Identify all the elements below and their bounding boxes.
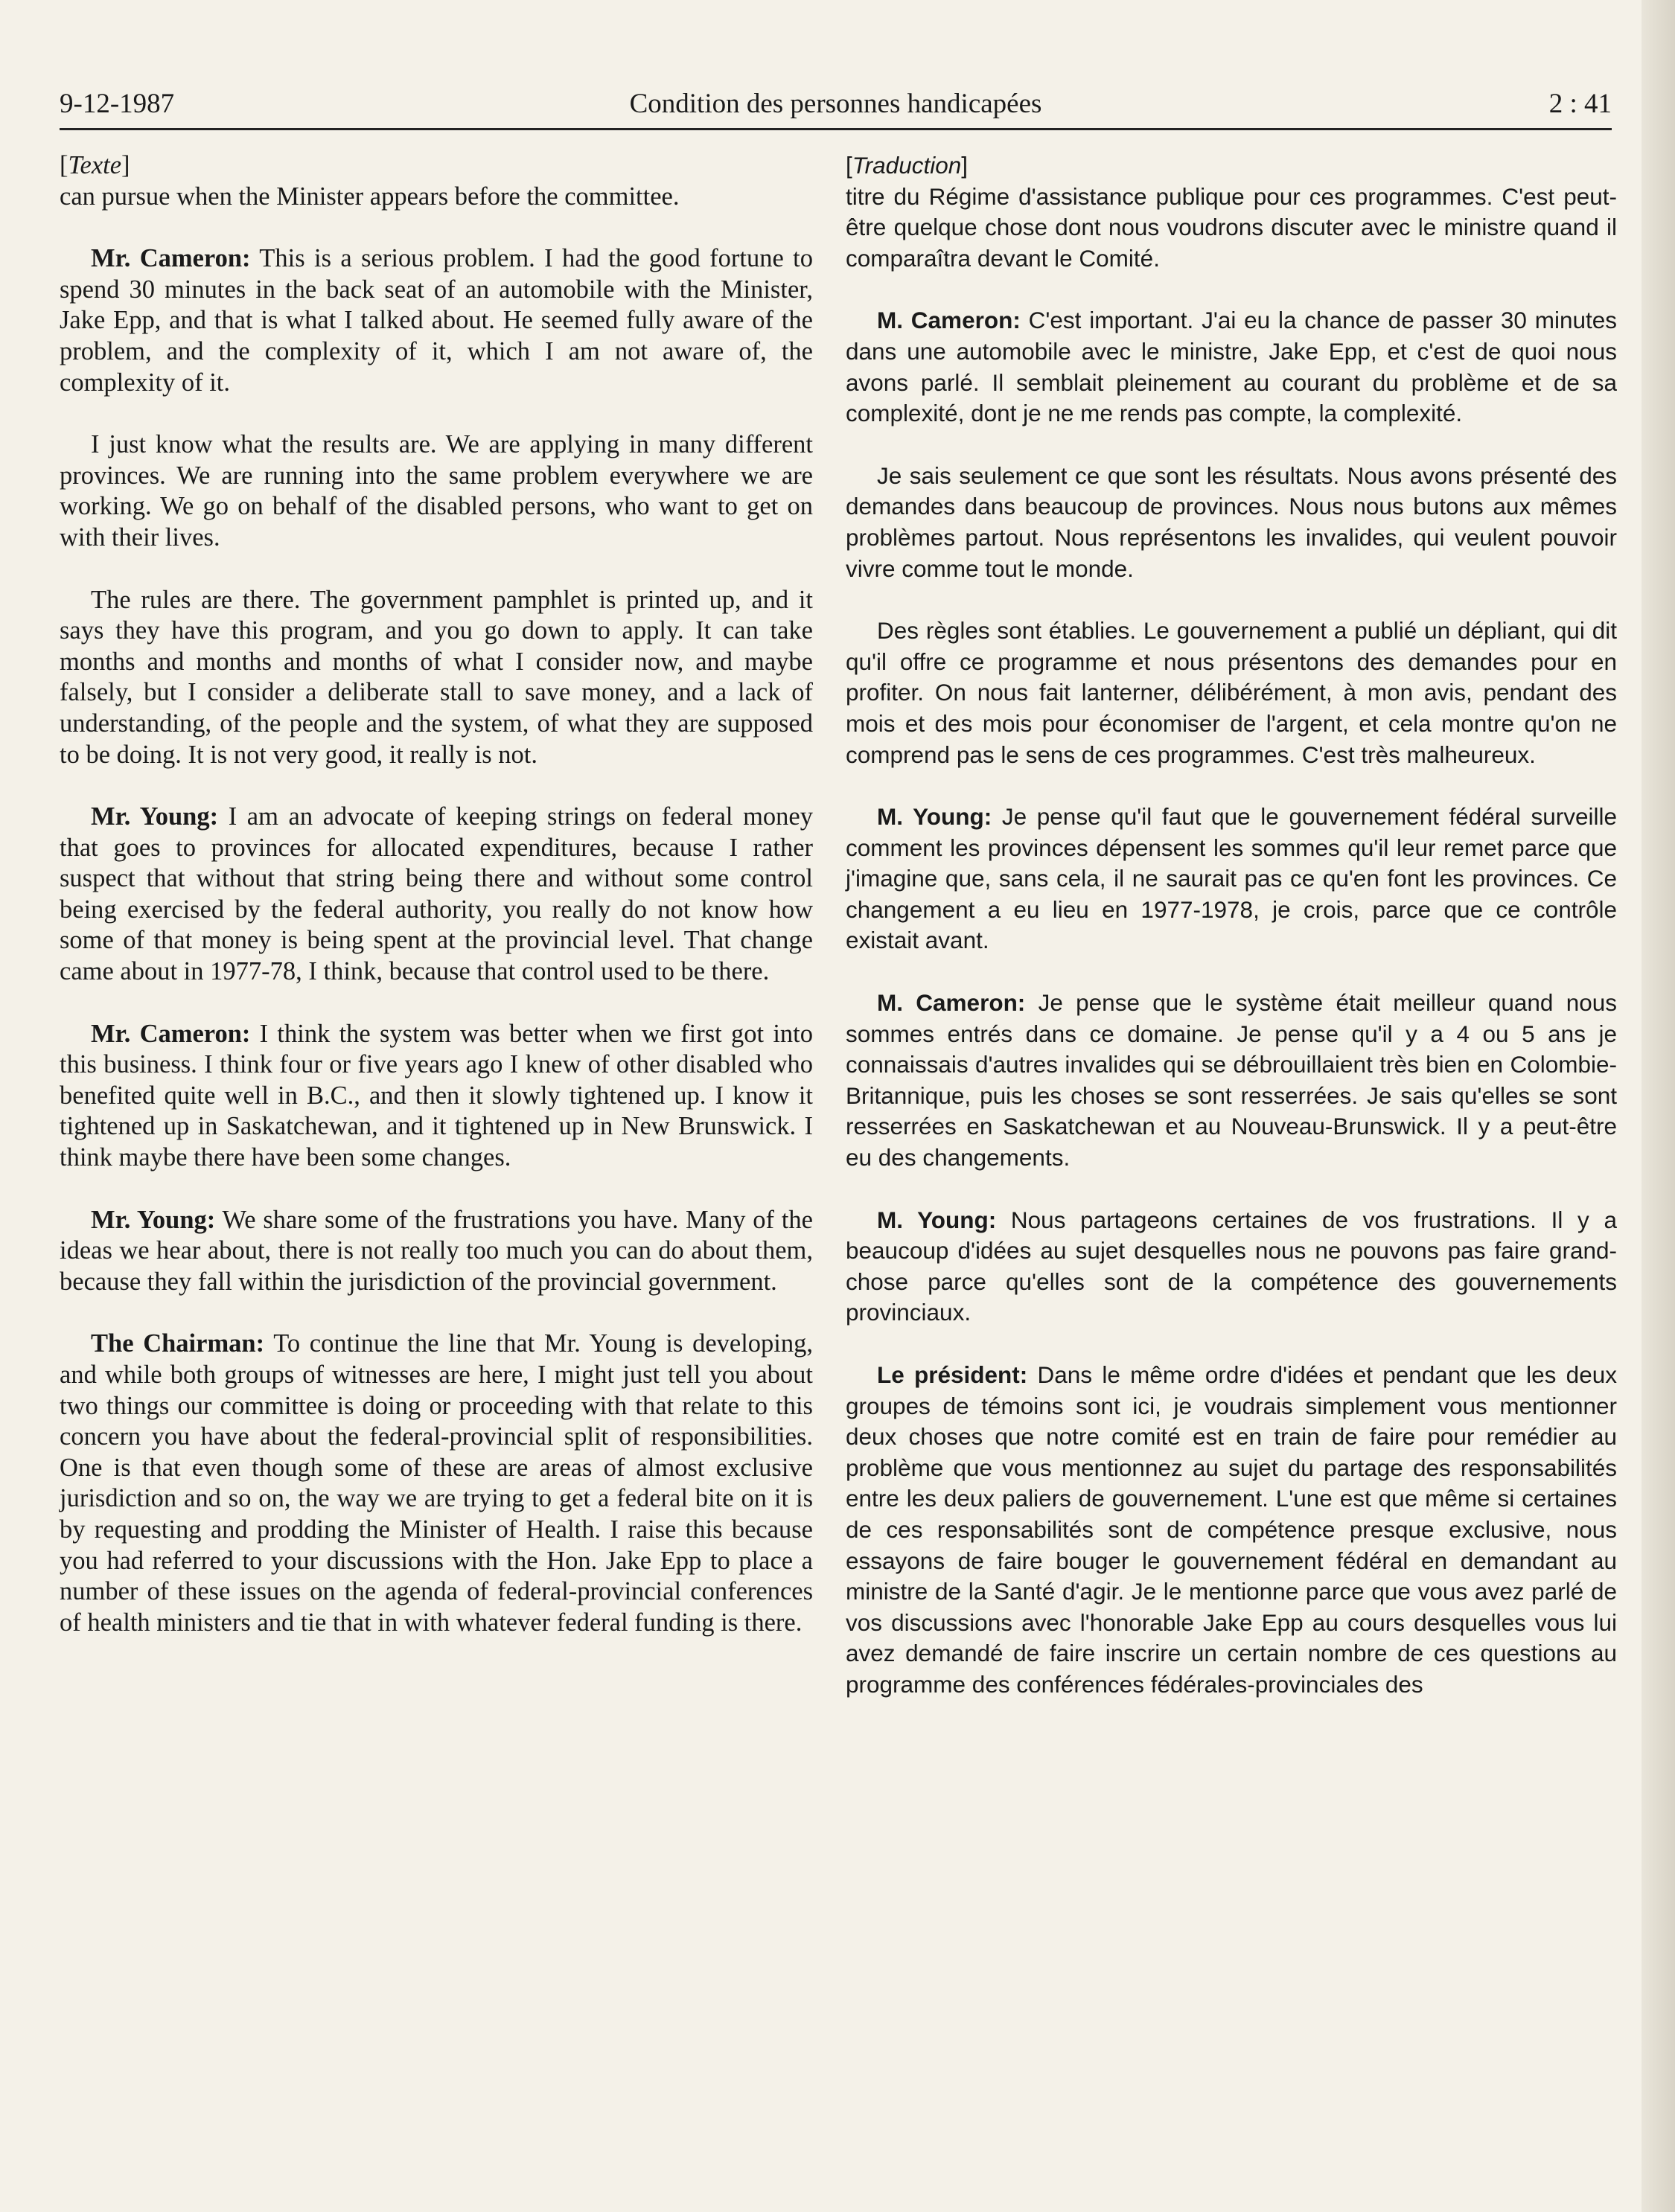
paragraph: M. Cameron: Je pense que le système était meilleur quand nous sommes entrés dans ce domaine. Je pense qu'il y a 4 ou 5 ans je connaissais d'autres invalides qui se débrouillaient très bien en Colombie-Britannique, puis les choses se sont resserrées. Je sais qu'elles se sont resserrées en Saskatchewan et au Nouveau-Brunswick. Il y a peut-être eu des changements. [846,989,1617,1171]
page-header [60,88,1612,132]
paragraph: M. Young: Nous partageons certaines de vos frustrations. Il y a beaucoup d'idées au sujet desquelles nous ne pouvons pas faire grand-chose parce qu'elles sont de la compétence des gouvernements provinciaux. [846,1206,1617,1326]
page-binding-edge [1642,0,1675,2212]
paragraph: Des règles sont établies. Le gouvernement a publié un dépliant, qui dit qu'il offre ce programme et nous présentons des demandes pour en profiter. On nous fait lanterner, délibérément, à mon avis, pendant des mois et des mois pour économiser de l'argent, et cela montre qu'on ne comprend pas le sens de ces programmes. C'est très malheureux. [846,617,1617,768]
paragraph: M. Young: Je pense qu'il faut que le gouvernement fédéral surveille comment les provinces dépensent les sommes qu'il leur remet parce que j'imagine que, sans cela, il ne saurait pas ce qu'en font les provinces. Ce changement a eu lieu en 1977-1978, je crois, parce que ce contrôle existait avant. [846,803,1617,954]
speaker-name: Mr. Young: [91,802,219,831]
speaker-name: Mr. Cameron: [91,1019,251,1048]
paragraph: The rules are there. The government pamphlet is printed up, and it says they have this program, and you go down to apply. It can take months and months and months of what I consider now, and maybe falsely, but I consider a deliberate stall to save money, and a lack of understanding, of the people and the system, of what they are supposed to be doing. It is not very good, it really is not. [60,585,813,769]
header-date: 9-12-1987 [60,89,175,119]
paragraph: The Chairman: To continue the line that Mr. Young is developing, and while both groups of witnesses are here, I might just tell you about two things our committee is doing or proceeding with that relate to this concern you have about the federal-provincial split of responsibilities. One is that even though some of these are areas of almost exclusive jurisdiction and so on, the way we are trying to get a federal bite on it is by requesting and prodding the Minister of Health. I raise this because you had referred to your discussions with the Hon. Jake Epp to place a number of these issues on the agenda of federal-provincial conferences of health ministers and tie that in with whatever federal funding is there. [60,1329,813,1637]
speaker-name: M. Young: [877,1206,997,1233]
lang-tag-texte: [Texte] [60,151,130,179]
paragraph: Je sais seulement ce que sont les résultats. Nous avons présenté des demandes dans beaucoup de provinces. Nous nous butons aux mêmes problèmes partout. Nous représentons les invalides, qui veulent pouvoir vivre comme tout le monde. [846,461,1617,582]
speaker-name: M. Cameron: [877,307,1021,334]
header-title: Condition des personnes handicapées [629,89,1042,119]
paragraph: Mr. Young: I am an advocate of keeping strings on federal money that goes to provinces for allocated expenditures, because I rather suspect that without that string being there and without some control being exercised by the federal authority, you really do not know how some of that money is being spent at the provincial level. That change came about in 1977-78, I think, because that control used to be there. [60,802,813,986]
speaker-name: Mr. Young: [91,1205,216,1234]
speaker-name: M. Cameron: [877,989,1026,1017]
speaker-name: The Chairman: [91,1329,265,1358]
paragraph: Mr. Young: We share some of the frustrations you have. Many of the ideas we hear about, there is not really too much you can do about them, because they fall within the jurisdiction of the provincial government. [60,1205,813,1296]
header-page-number: 2 : 41 [1548,89,1612,119]
left-column-english [60,150,813,1669]
paragraph: Le président: Dans le même ordre d'idées et pendant que les deux groupes de témoins sont ici, je voudrais simplement vous mentionner deux choses que notre comité est en train de faire pour remédier au problème que vous mentionnez au sujet du partage des responsabilités entre les deux paliers de gouvernement. L'une est que même si certaines de ces responsabilités sont de compétence presque exclusive, nous essayons de faire bouger le gouvernement fédéral en demandant au ministre de la Santé d'agir. Je le mentionne parce que vous avez parlé de vos discussions avec l'honorable Jake Epp au cours desquelles vous lui avez demandé de faire inscrire un certain nombre de ces questions au programme des conférences fédérales-provinciales des [846,1361,1617,1698]
right-column-french [846,150,1617,1732]
paragraph: Mr. Cameron: I think the system was better when we first got into this business. I think four or five years ago I knew of other disabled who benefited quite well in B.C., and then it slowly tightened up. I know it tightened up in Saskatchewan, and it tightened up in New Brunswick. I think maybe there have been some changes. [60,1019,813,1172]
speaker-name: M. Young: [877,803,992,831]
paragraph: I just know what the results are. We are applying in many different provinces. We are running into the same problem everywhere we are working. We go on behalf of the disabled persons, who want to get on with their lives. [60,430,813,552]
header-rule [60,128,1612,130]
lang-tag-traduction: [Traduction] [846,152,969,179]
speaker-name: Le président: [877,1361,1028,1388]
speaker-name: Mr. Cameron: [91,244,251,273]
paragraph: M. Cameron: C'est important. J'ai eu la chance de passer 30 minutes dans une automobile avec le ministre, Jake Epp, et c'est de quoi nous avons parlé. Il semblait pleinement au courant du problème et de sa complexité, dont je ne me rends pas compte, la complexité. [846,307,1617,427]
paragraph: Mr. Cameron: This is a serious problem. I had the good fortune to spend 30 minutes in the back seat of an automobile with the Minister, Jake Epp, and that is what I talked about. He seemed fully aware of the problem, and the complexity of it, which I am not aware of, the complexity of it. [60,244,813,397]
paragraph: can pursue when the Minister appears before the committee. [60,182,680,211]
paragraph: titre du Régime d'assistance publique pour ces programmes. C'est peut-être quelque chose dont nous voudrons discuter avec le ministre quand il comparaîtra devant le Comité. [846,182,1617,272]
